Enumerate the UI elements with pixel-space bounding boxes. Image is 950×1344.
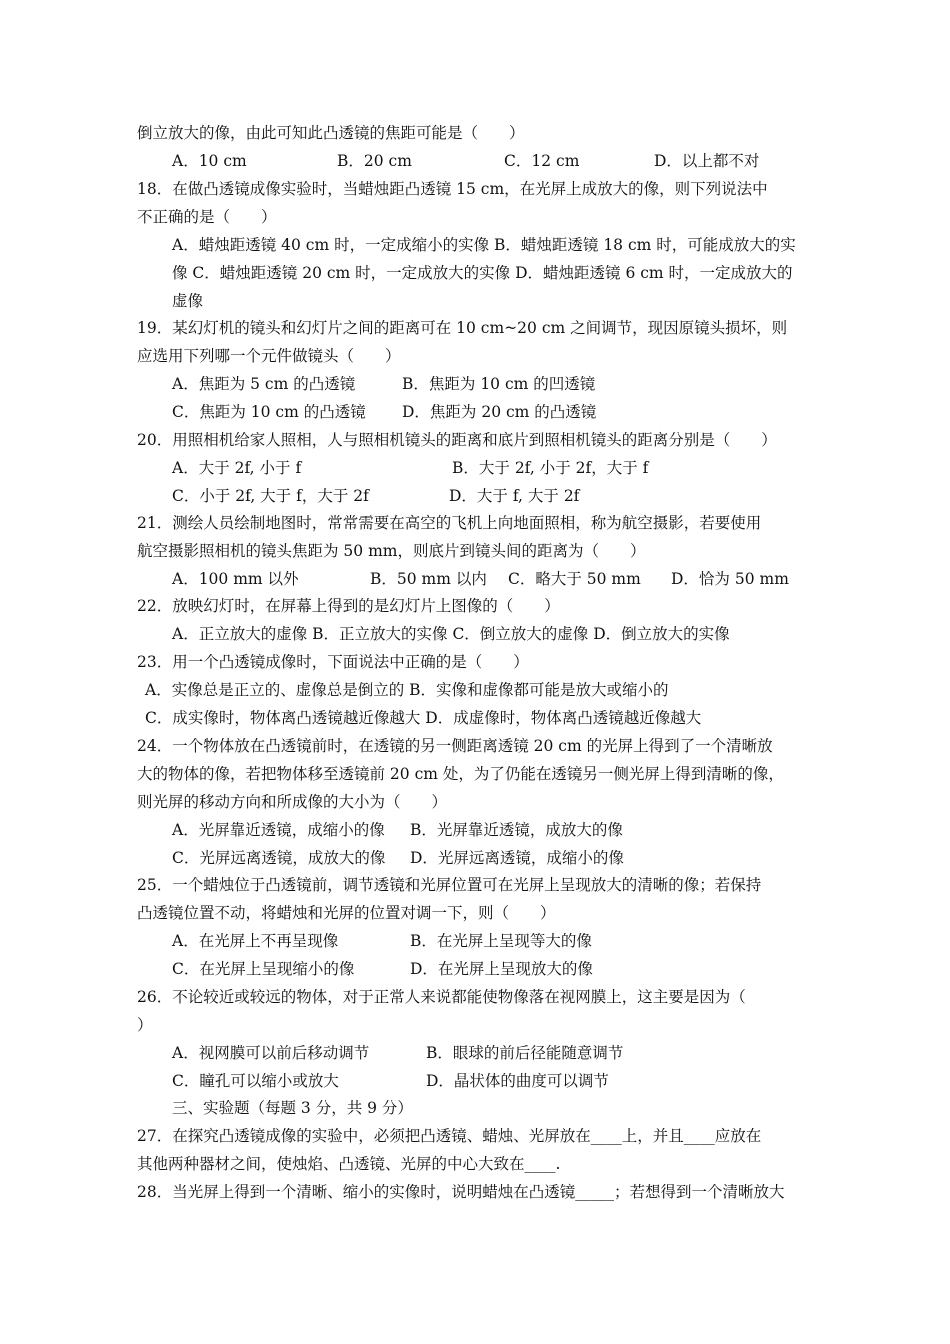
q25-stem-line2: 凸透镜位置不动，将蜡烛和光屏的位置对调一下，则（ ） (137, 904, 556, 922)
q24-stem-line3: 则光屏的移动方向和所成像的大小为（ ） (137, 793, 448, 811)
q21-option-a: A．100 mm 以外 (172, 570, 299, 588)
q17-option-a: A．10 cm (172, 152, 247, 170)
q25-option-c: C．在光屏上呈现缩小的像 (172, 960, 355, 978)
q17-option-b: B．20 cm (337, 152, 412, 170)
q19-option-b: B．焦距为 10 cm 的凹透镜 (402, 375, 596, 393)
q26-stem-line2: ） (137, 1016, 153, 1034)
section-heading-experiments: 三、实验题（每题 3 分，共 9 分） (172, 1099, 413, 1117)
q26-option-c: C．瞳孔可以缩小或放大 (172, 1072, 339, 1090)
q24-option-b: B．光屏靠近透镜，成放大的像 (410, 821, 623, 839)
q25-option-a: A．在光屏上不再呈现像 (172, 932, 339, 950)
q22-stem-line1: 22．放映幻灯时，在屏幕上得到的是幻灯片上图像的（ ） (137, 597, 560, 615)
q23-stem-line1: 23．用一个凸透镜成像时，下面说法中正确的是（ ） (137, 653, 529, 671)
q20-option-a: A．大于 2f, 小于 f (172, 459, 302, 477)
q26-option-a: A．视网膜可以前后移动调节 (172, 1044, 370, 1062)
q19-stem-line2: 应选用下列哪一个元件做镜头（ ） (137, 347, 401, 365)
q23-options-line1: A．实像总是正立的、虚像总是倒立的 B．实像和虚像都可能是放大或缩小的 (145, 681, 669, 699)
q19-option-d: D．焦距为 20 cm 的凸透镜 (402, 403, 597, 421)
q20-stem-line1: 20．用照相机给家人照相，人与照相机镜头的距离和底片到照相机镜头的距离分别是（ ） (137, 431, 777, 449)
q22-options: A．正立放大的虚像 B．正立放大的实像 C．倒立放大的虚像 D．倒立放大的实像 (172, 625, 730, 643)
q21-option-b: B．50 mm 以内 (370, 570, 487, 588)
q17-continuation: 倒立放大的像，由此可知此凸透镜的焦距可能是（ ） (137, 124, 525, 142)
q20-option-d: D．大于 f, 大于 2f (449, 487, 580, 505)
q26-option-d: D．晶状体的曲度可以调节 (426, 1072, 609, 1090)
q23-options-line2: C．成实像时，物体离凸透镜越近像越大 D．成虚像时，物体离凸透镜越近像越大 (145, 709, 702, 727)
q28-stem-line1: 28．当光屏上得到一个清晰、缩小的实像时，说明蜡烛在凸透镜_____；若想得到一个清晰放大 (137, 1183, 785, 1201)
q20-option-c: C．小于 2f, 大于 f，大于 2f (172, 487, 369, 505)
q18-options-line2: 像 C．蜡烛距透镜 20 cm 时，一定成放大的实像 D．蜡烛距透镜 6 cm 时，一定成放大的 (172, 264, 793, 282)
q18-options-line1: A．蜡烛距透镜 40 cm 时，一定成缩小的实像 B．蜡烛距透镜 18 cm 时，可能成放大的实 (172, 236, 796, 254)
q17-option-c: C．12 cm (504, 152, 580, 170)
q19-option-a: A．焦距为 5 cm 的凸透镜 (172, 375, 356, 393)
q25-option-b: B．在光屏上呈现等大的像 (410, 932, 592, 950)
q25-stem-line1: 25．一个蜡烛位于凸透镜前，调节透镜和光屏位置可在光屏上呈现放大的清晰的像；若保持 (137, 876, 762, 894)
q25-option-d: D．在光屏上呈现放大的像 (410, 960, 593, 978)
q20-option-b: B．大于 2f, 小于 2f，大于 f (452, 459, 649, 477)
q18-stem-line1: 18．在做凸透镜成像实验时，当蜡烛距凸透镜 15 cm，在光屏上成放大的像，则下列说法中 (137, 180, 768, 198)
q27-stem-line2: 其他两种器材之间，使烛焰、凸透镜、光屏的中心大致在____. (137, 1155, 561, 1173)
q21-option-c: C．略大于 50 mm (508, 570, 641, 588)
q24-option-d: D．光屏远离透镜，成缩小的像 (410, 849, 624, 867)
q24-option-a: A．光屏靠近透镜，成缩小的像 (172, 821, 385, 839)
q19-stem-line1: 19．某幻灯机的镜头和幻灯片之间的距离可在 10 cm~20 cm 之间调节，现因原镜头损坏，则 (137, 319, 788, 337)
q19-option-c: C．焦距为 10 cm 的凸透镜 (172, 403, 366, 421)
q27-stem-line1: 27．在探究凸透镜成像的实验中，必须把凸透镜、蜡烛、光屏放在____上，并且____应放在 (137, 1127, 762, 1145)
q17-option-d: D．以上都不对 (654, 152, 760, 170)
q18-stem-line2: 不正确的是（ ） (137, 208, 277, 226)
q24-option-c: C．光屏远离透镜，成放大的像 (172, 849, 386, 867)
q21-stem-line1: 21．测绘人员绘制地图时，常常需要在高空的飞机上向地面照相，称为航空摄影，若要使用 (137, 514, 762, 532)
q24-stem-line2: 大的物体的像，若把物体移至透镜前 20 cm 处，为了仍能在透镜另一侧光屏上得到清晰的像， (137, 765, 784, 783)
q26-option-b: B．眼球的前后径能随意调节 (426, 1044, 624, 1062)
q24-stem-line1: 24．一个物体放在凸透镜前时，在透镜的另一侧距离透镜 20 cm 的光屏上得到了一个清晰放 (137, 737, 773, 755)
q21-option-d: D．恰为 50 mm (671, 570, 789, 588)
q18-options-line3: 虚像 (172, 292, 204, 310)
q21-stem-line2: 航空摄影照相机的镜头焦距为 50 mm，则底片到镜头间的距离为（ ） (137, 542, 646, 560)
q26-stem-line1: 26．不论较近或较远的物体，对于正常人来说都能使物像落在视网膜上，这主要是因为（ (137, 988, 746, 1006)
